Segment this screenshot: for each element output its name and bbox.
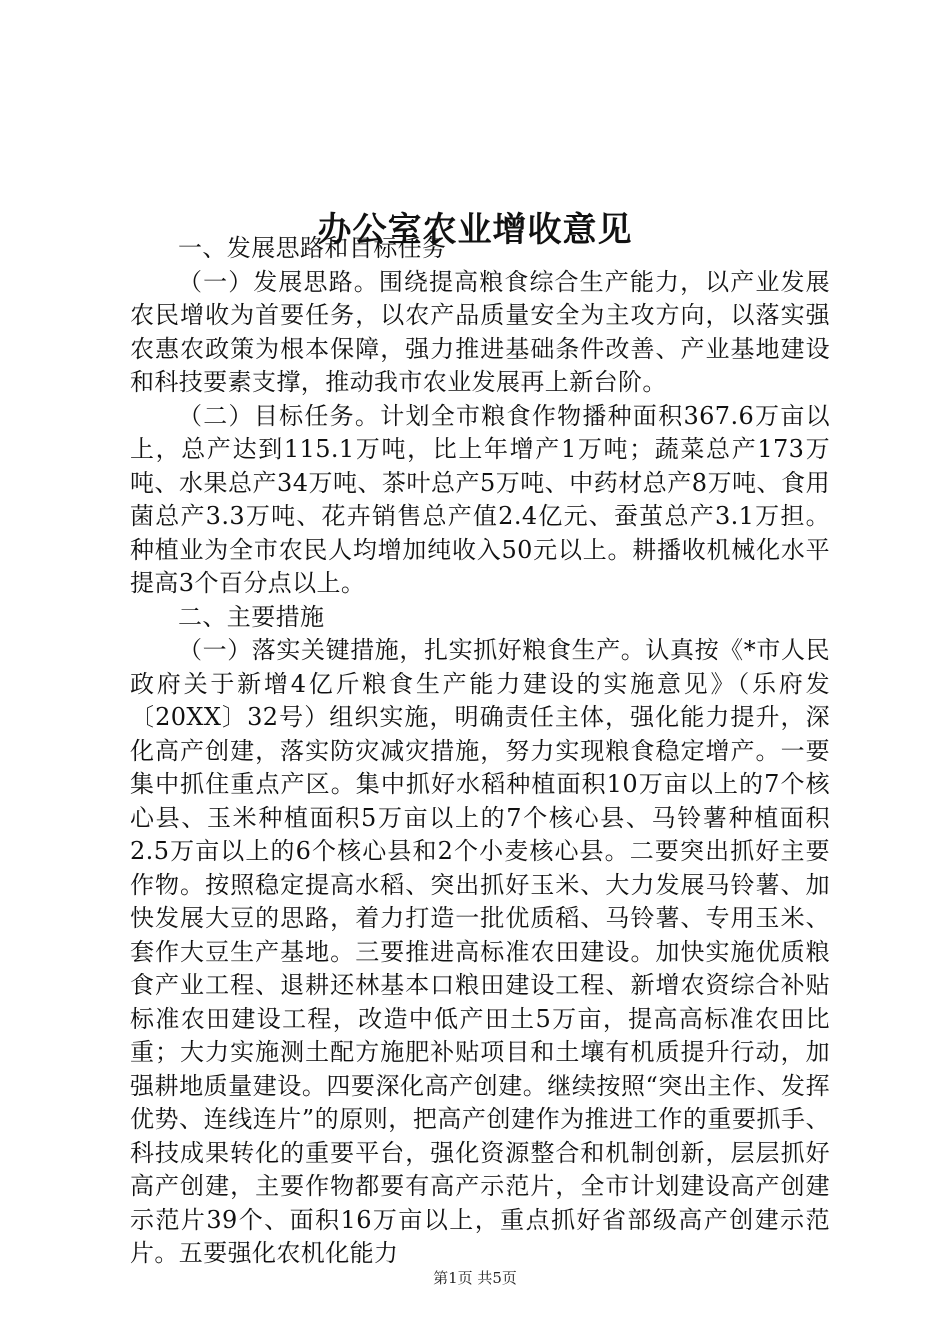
paragraph-key-measures: （一）落实关键措施，扎实抓好粮食生产。认真按《*市人民政府关于新增4亿斤粮食生产能力建设的实施意见》（乐府发〔20XX〕32号）组织实施，明确责任主体，强化能力提升，深化高产创建，落实防灾减灾措施，努力实现粮食稳定增产。一要集中抓住重点产区。集中抓好水稻种植面积10万亩以上的7个核心县、玉米种植面积5万亩以上的7个核心县、马铃薯种植面积2.5万亩以上的6个核心县和2个小麦核心县。二要突出抓好主要作物。按照稳定提高水稻、突出抓好玉米、大力发展马铃薯、加快发展大豆的思路，着力打造一批优质稻、马铃薯、专用玉米、套作大豆生产基地。三要推进高标准农田建设。加快实施优质粮食产业工程、退耕还林基本口粮田建设工程、新增农资综合补贴标准农田建设工程，改造中低产田土5万亩，提高高标准农田比重；大力实施测土配方施肥补贴项目和土壤有机质提升行动，加强耕地质量建设。四要深化高产创建。继续按照“突出主作、发挥优势、连线连片”的原则，把高产创建作为推进工作的重要抓手、科技成果转化的重要平台，强化资源整合和机制创新，层层抓好高产创建，主要作物都要有高产示范片，全市计划建设高产创建示范片39个、面积16万亩以上，重点抓好省部级高产创建示范片。五要强化农机化能力 (130, 636, 830, 1267)
section-heading-2: 二、主要措施 (178, 602, 325, 631)
paragraph-development-idea: （一）发展思路。围绕提高粮食综合生产能力，以产业发展农民增收为首要任务，以农产品质量安全为主攻方向，以落实强农惠农政策为根本保障，强力推进基础条件改善、产业基地建设和科技要素支撑，推动我市农业发展再上新台阶。 (130, 267, 830, 396)
paragraph-target-tasks: （二）目标任务。计划全市粮食作物播种面积367.6万亩以上，总产达到115.1万吨，比上年增产1万吨；蔬菜总产173万吨、水果总产34万吨、茶叶总产5万吨、中药材总产8万吨、食用菌总产3.3万吨、花卉销售总产值2.4亿元、蚕茧总产3.1万担。种植业为全市农民人均增加纯收入50元以上。耕播收机械化水平提高3个百分点以上。 (130, 401, 830, 597)
document-body (130, 232, 830, 1271)
section-heading-1: 一、发展思路和目标任务 (178, 234, 447, 262)
page-footer: 第1页 共5页 (433, 1269, 517, 1287)
document-title: 办公室农业增收意见 (317, 209, 633, 250)
